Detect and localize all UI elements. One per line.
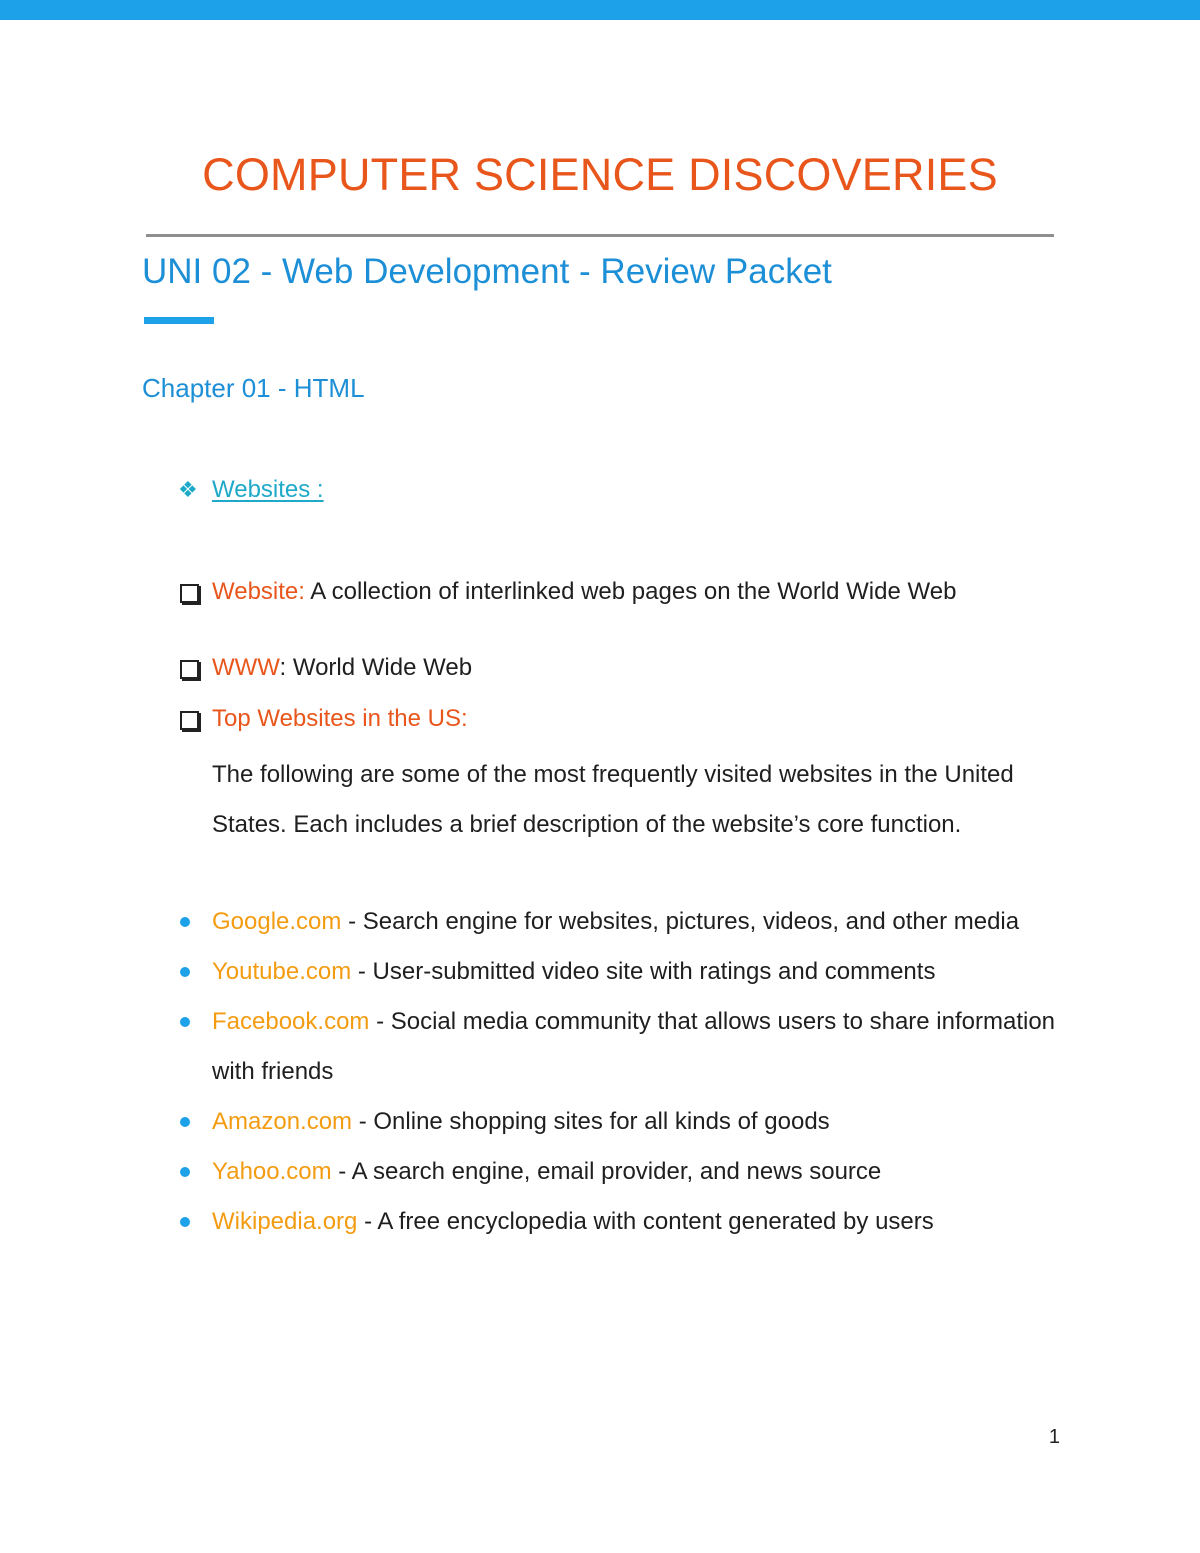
checklist-item-www — [180, 649, 1040, 687]
section-heading-text: Websites : — [212, 476, 324, 503]
site-description: - Online shopping sites for all kinds of goods — [352, 1108, 830, 1135]
site-name: Youtube.com — [212, 958, 352, 985]
list-item — [178, 897, 1058, 947]
site-description: - A free encyclopedia with content generated by users — [357, 1208, 934, 1235]
intro-paragraph: The following are some of the most frequently visited websites in the United States. Each includes a brief description of the website’s core function. — [212, 761, 1014, 838]
list-item — [178, 1147, 1058, 1197]
checklist-text: A collection of interlinked web pages on the World Wide Web — [304, 578, 957, 605]
site-description: - Social media community that allows users to share information with friends — [212, 1008, 1056, 1085]
checklist-term: Top Websites in the US: — [212, 705, 468, 732]
site-description: - Search engine for websites, pictures, videos, and other media — [341, 908, 1020, 935]
list-item — [178, 997, 1058, 1097]
checkbox-icon — [180, 711, 199, 730]
title-divider — [146, 234, 1054, 237]
list-item — [178, 947, 1058, 997]
document-subtitle: UNI 02 - Web Development - Review Packet — [142, 252, 832, 291]
section-heading — [178, 474, 324, 506]
chapter-heading: Chapter 01 - HTML — [142, 373, 365, 403]
bullet-dot-icon — [180, 1117, 190, 1127]
diamond-icon: ❖ — [178, 477, 198, 502]
websites-list — [178, 897, 1058, 1247]
site-name: Google.com — [212, 908, 342, 935]
bullet-dot-icon — [180, 1017, 190, 1027]
top-accent-bar — [0, 0, 1200, 20]
site-description: - User-submitted video site with ratings and comments — [351, 958, 936, 985]
checklist-term: Website: — [212, 578, 305, 605]
document-title: COMPUTER SCIENCE DISCOVERIES — [202, 149, 998, 200]
site-name: Wikipedia.org — [212, 1208, 358, 1235]
checklist-item-website — [180, 573, 1040, 611]
site-description: - A search engine, email provider, and news source — [331, 1158, 882, 1185]
subtitle-accent-bar — [144, 317, 214, 324]
checklist-text: : World Wide Web — [279, 654, 473, 681]
list-item — [178, 1097, 1058, 1147]
site-name: Facebook.com — [212, 1008, 370, 1035]
site-name: Yahoo.com — [212, 1158, 332, 1185]
checkbox-icon — [180, 660, 199, 679]
page-number: 1 — [1048, 1426, 1060, 1448]
list-item — [178, 1197, 1058, 1247]
bullet-dot-icon — [180, 967, 190, 977]
site-name: Amazon.com — [212, 1108, 353, 1135]
bullet-dot-icon — [180, 1167, 190, 1177]
bullet-dot-icon — [180, 1217, 190, 1227]
checklist-item-top-websites — [180, 700, 1040, 738]
checklist-term: WWW — [212, 654, 280, 681]
bullet-dot-icon — [180, 917, 190, 927]
checkbox-icon — [180, 584, 199, 603]
